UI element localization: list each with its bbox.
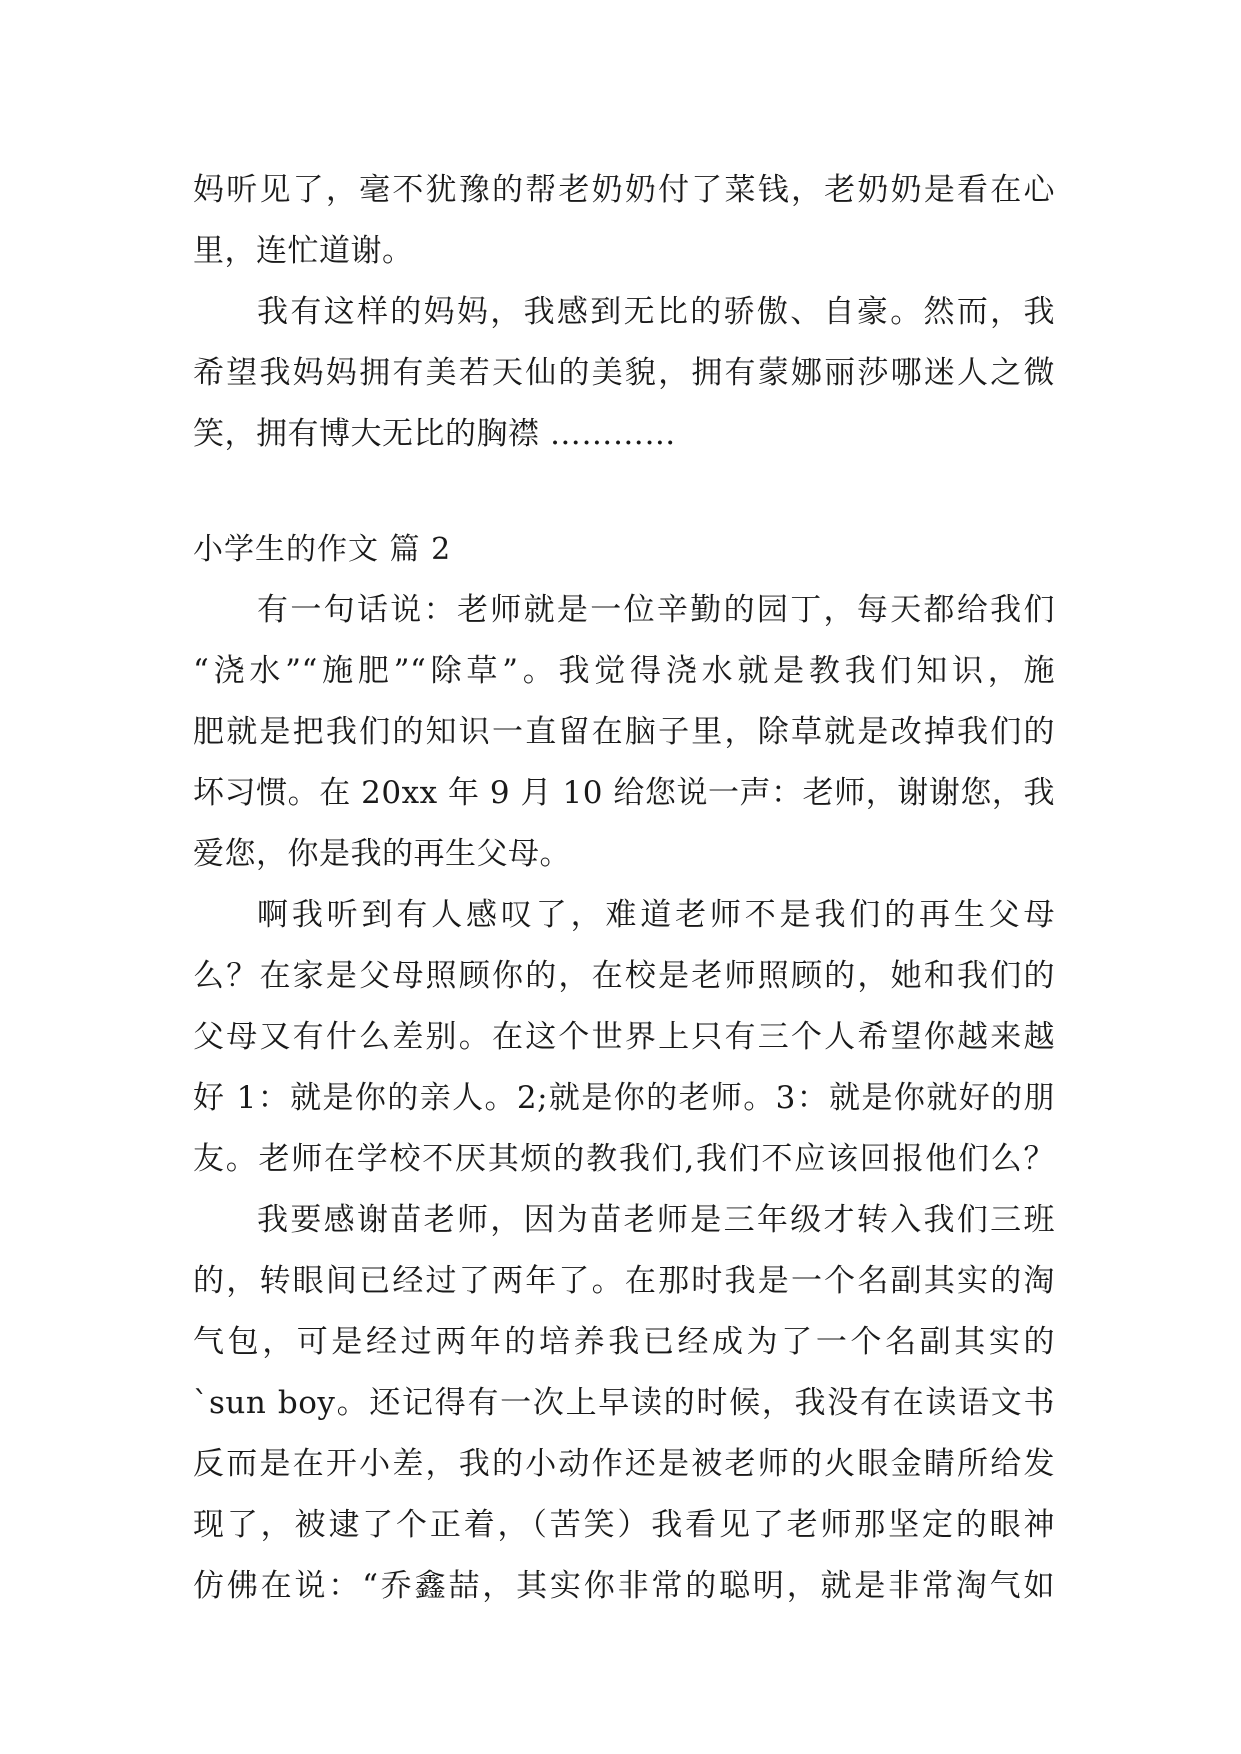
text-line: 父母又有什么差别。在这个世界上只有三个人希望你越来越 bbox=[193, 1019, 1055, 1055]
text-line: 里，连忙道谢。 bbox=[193, 233, 414, 269]
section-gap bbox=[193, 465, 1055, 519]
text-line: 好 1：就是你的亲人。2;就是你的老师。3：就是你就好的朋 bbox=[193, 1080, 1055, 1116]
text-line: 的，转眼间已经过了两年了。在那时我是一个名副其实的淘 bbox=[193, 1263, 1055, 1299]
paragraph bbox=[193, 282, 1055, 465]
text-line: `sun boy。还记得有一次上早读的时候，我没有在读语文书 bbox=[193, 1385, 1055, 1421]
text-line: 气包，可是经过两年的培养我已经成为了一个名副其实的 bbox=[193, 1324, 1055, 1360]
document-page bbox=[193, 160, 1055, 1617]
text-line: 现了，被逮了个正着，（苦笑）我看见了老师那坚定的眼神 bbox=[193, 1507, 1055, 1543]
paragraph bbox=[193, 1190, 1055, 1617]
text-line: “浇水”“施肥”“除草”。我觉得浇水就是教我们知识，施 bbox=[193, 653, 1055, 689]
text-line: 爱您，你是我的再生父母。 bbox=[193, 836, 571, 872]
text-line: 仿佛在说：“乔鑫喆，其实你非常的聪明，就是非常淘气如 bbox=[193, 1568, 1055, 1604]
text-line: 我要感谢苗老师，因为苗老师是三年级才转入我们三班 bbox=[257, 1202, 1055, 1238]
text-line: 反而是在开小差，我的小动作还是被老师的火眼金睛所给发 bbox=[193, 1446, 1055, 1482]
paragraph bbox=[193, 885, 1055, 1190]
text-line: 友。老师在学校不厌其烦的教我们,我们不应该回报他们么？ bbox=[193, 1141, 1055, 1177]
text-line: 希望我妈妈拥有美若天仙的美貌，拥有蒙娜丽莎哪迷人之微 bbox=[193, 355, 1055, 391]
section-heading: 小学生的作文 篇 2 bbox=[193, 532, 452, 567]
paragraph bbox=[193, 580, 1055, 885]
text-line: 妈听见了，毫不犹豫的帮老奶奶付了菜钱，老奶奶是看在心 bbox=[193, 172, 1055, 208]
text-line: 有一句话说：老师就是一位辛勤的园丁，每天都给我们 bbox=[257, 592, 1055, 628]
paragraph-continued bbox=[193, 160, 1055, 282]
text-line: 笑，拥有博大无比的胸襟 ………… bbox=[193, 416, 676, 452]
text-line: 坏习惯。在 20xx 年 9 月 10 给您说一声：老师，谢谢您，我 bbox=[193, 775, 1055, 811]
text-line: 我有这样的妈妈，我感到无比的骄傲、自豪。然而，我 bbox=[257, 294, 1055, 330]
text-line: 啊我听到有人感叹了，难道老师不是我们的再生父母 bbox=[257, 897, 1055, 933]
text-line: 么？在家是父母照顾你的，在校是老师照顾的，她和我们的 bbox=[193, 958, 1055, 994]
text-line: 肥就是把我们的知识一直留在脑子里，除草就是改掉我们的 bbox=[193, 714, 1055, 750]
